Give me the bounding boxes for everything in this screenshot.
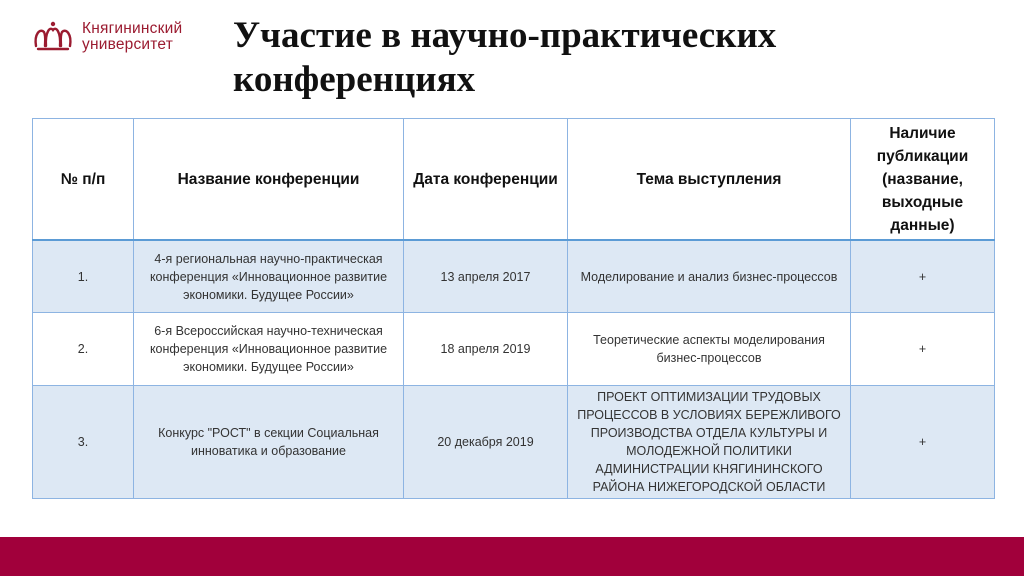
header-date: Дата конференции <box>404 119 568 241</box>
table-row <box>33 386 995 499</box>
cell-topic: Теоретические аспекты моделирования бизнес-процессов <box>568 313 851 386</box>
brand-line2: университет <box>82 36 174 53</box>
footer-bar <box>0 537 1024 576</box>
brand-name <box>82 21 182 53</box>
cell-publication: + <box>851 313 995 386</box>
cell-publication: + <box>851 240 995 313</box>
table-row <box>33 240 995 313</box>
page-title: Участие в научно-практических конференциях <box>233 15 777 100</box>
cell-name: 4-я региональная научно-практическая конференция «Инновационное развитие экономики. Будущее России» <box>134 240 404 313</box>
cell-name: 6-я Всероссийская научно-техническая конференция «Инновационное развитие экономики. Будущее России» <box>134 313 404 386</box>
cell-num: 3. <box>33 386 134 499</box>
header-publication: Наличие публикации (название, выходные данные) <box>851 119 995 241</box>
header-topic: Тема выступления <box>568 119 851 241</box>
cell-date: 13 апреля 2017 <box>404 240 568 313</box>
table-header-row <box>33 119 995 241</box>
brand-line1: Княгининский <box>82 20 183 37</box>
cell-num: 2. <box>33 313 134 386</box>
crown-icon <box>30 20 76 54</box>
header-num: № п/п <box>33 119 134 241</box>
cell-date: 18 апреля 2019 <box>404 313 568 386</box>
cell-date: 20 декабря 2019 <box>404 386 568 499</box>
cell-publication: + <box>851 386 995 499</box>
header-name: Название конференции <box>134 119 404 241</box>
cell-topic: Моделирование и анализ бизнес-процессов <box>568 240 851 313</box>
cell-name: Конкурс "РОСТ" в секции Социальная инноватика и образование <box>134 386 404 499</box>
conferences-table <box>32 118 995 499</box>
university-logo <box>30 20 182 54</box>
table-row <box>33 313 995 386</box>
cell-topic: ПРОЕКТ ОПТИМИЗАЦИИ ТРУДОВЫХ ПРОЦЕССОВ В УСЛОВИЯХ БЕРЕЖЛИВОГО ПРОИЗВОДСТВА ОТДЕЛА КУЛЬТУРЫ И МОЛОДЕЖНОЙ ПОЛИТИКИ АДМИНИСТРАЦИИ КНЯГИНИНСКОГО РАЙОНА НИЖЕГОРОДСКОЙ ОБЛАСТИ <box>568 386 851 499</box>
cell-num: 1. <box>33 240 134 313</box>
